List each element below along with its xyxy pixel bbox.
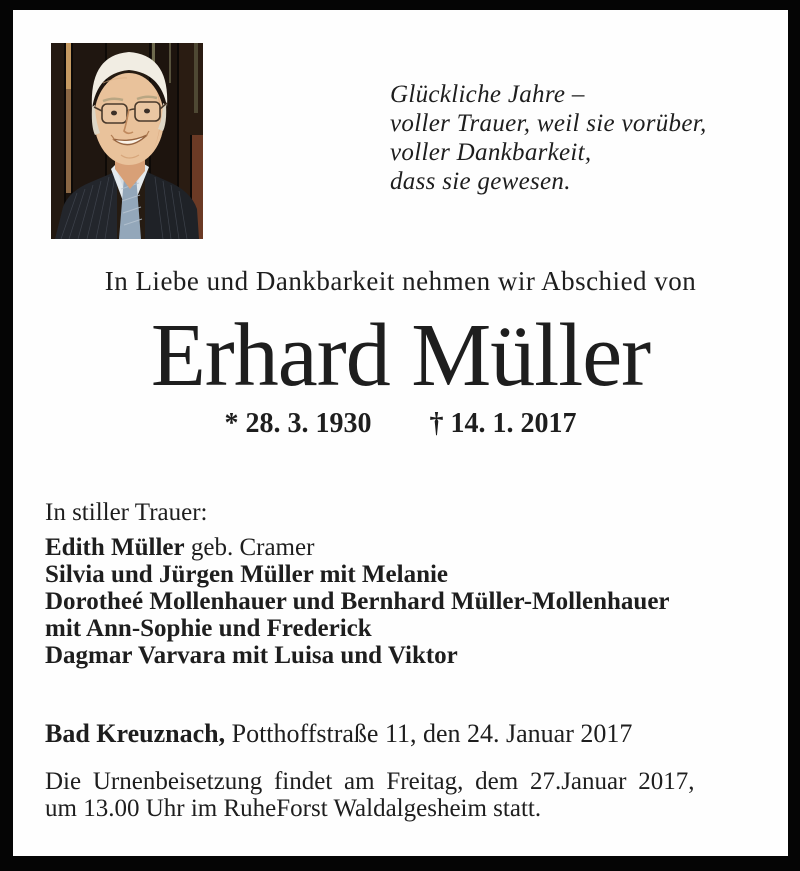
mourner-line (45, 615, 670, 642)
mourning-label: In stiller Trauer: (45, 499, 208, 526)
portrait-photo (51, 43, 203, 239)
quote-line-1: Glückliche Jahre – (390, 81, 585, 108)
notice-sheet (13, 10, 788, 856)
place-date-line (45, 719, 632, 749)
quote-line-2: voller Trauer, weil sie vorüber, (390, 110, 707, 137)
mourner-name: Dorotheé Mollenhauer und Bernhard Müller-Mollenhauer (45, 588, 670, 615)
farewell-intro: In Liebe und Dankbarkeit nehmen wir Abschied von (104, 266, 697, 296)
place-name: Bad Kreuznach, (45, 719, 226, 748)
life-dates (13, 408, 788, 440)
birth-date: * 28. 3. 1930 (224, 408, 372, 439)
mourner-name: Edith Müller (45, 534, 185, 561)
funeral-info (45, 768, 765, 822)
mourner-name: mit Ann-Sophie und Frederick (45, 615, 372, 642)
mourner-line (45, 588, 670, 615)
mourner-line (45, 561, 670, 588)
death-date: † 14. 1. 2017 (429, 408, 577, 439)
mourner-line (45, 534, 670, 561)
memorial-quote (390, 80, 707, 196)
funeral-line-2: um 13.00 Uhr im RuheForst Waldalgesheim statt. (45, 795, 542, 822)
mourners-list (45, 534, 670, 669)
mourner-name: Silvia und Jürgen Müller mit Melanie (45, 561, 449, 588)
mourner-name: Dagmar Varvara mit Luisa und Viktor (45, 642, 458, 669)
mourner-suffix: geb. Cramer (184, 534, 315, 561)
funeral-line-1: Die Urnenbeisetzung findet am Freitag, dem 27.Januar 2017, (45, 768, 695, 795)
mourner-line (45, 642, 670, 669)
quote-line-3: voller Dankbarkeit, (390, 139, 592, 166)
place-address-date: Potthoffstraße 11, den 24. Januar 2017 (225, 719, 633, 748)
deceased-name: Erhard Müller (150, 306, 651, 405)
quote-line-4: dass sie gewesen. (390, 168, 571, 195)
